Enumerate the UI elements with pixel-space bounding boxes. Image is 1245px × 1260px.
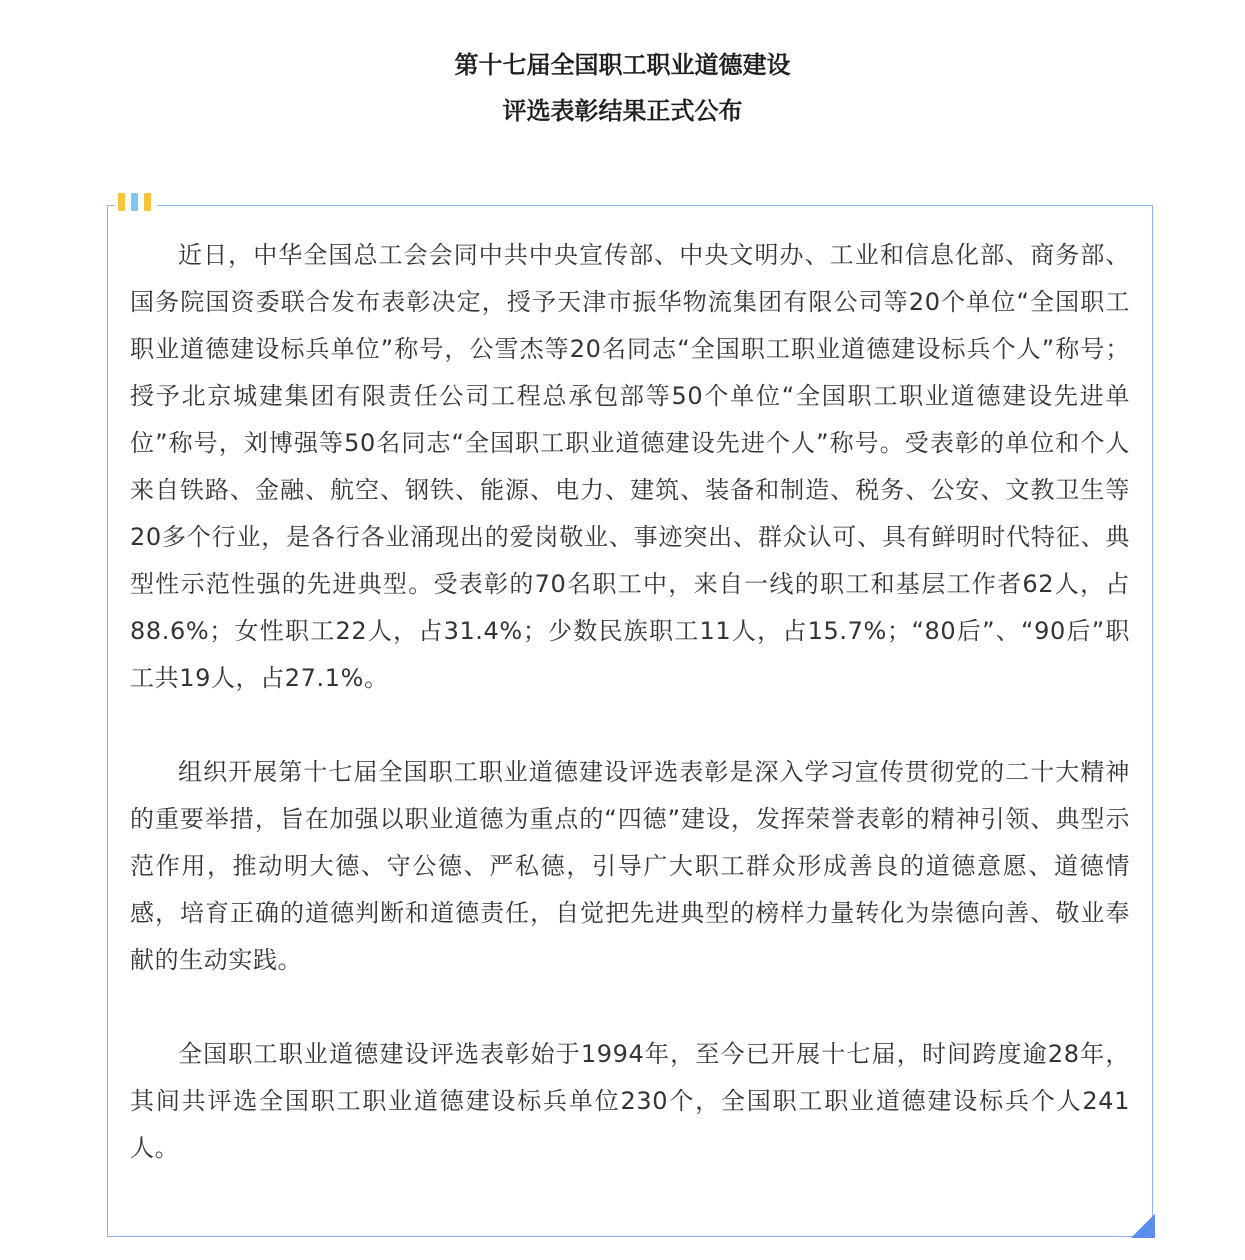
title-line-2: 评选表彰结果正式公布: [502, 97, 743, 125]
decor-bar-blue: [131, 193, 138, 211]
article-body: [130, 232, 1130, 1172]
title-line-1: 第十七届全国职工职业道德建设: [454, 51, 791, 79]
corner-fold-icon: [1131, 1214, 1155, 1238]
article-title: [0, 42, 1245, 134]
paragraph-3: 全国职工职业道德建设评选表彰始于1994年，至今已开展十七届，时间跨度逾28年，其间共评选全国职工职业道德建设标兵单位230个，全国职工职业道德建设标兵个人241人。: [130, 1040, 1130, 1162]
paragraph-2: 组织开展第十七届全国职工职业道德建设评选表彰是深入学习宣传贯彻党的二十大精神的重要举措，旨在加强以职业道德为重点的“四德”建设，发挥荣誉表彰的精神引领、典型示范作用，推动明大德、守公德、严私德，引导广大职工群众形成善良的道德意愿、道德情感，培育正确的道德判断和道德责任，自觉把先进典型的榜样力量转化为崇德向善、敬业奉献的生动实践。: [130, 758, 1130, 974]
paragraph-1: 近日，中华全国总工会会同中共中央宣传部、中央文明办、工业和信息化部、商务部、国务院国资委联合发布表彰决定，授予天津市振华物流集团有限公司等20个单位“全国职工职业道德建设标兵单位”称号，公雪杰等20名同志“全国职工职业道德建设标兵个人”称号；授予北京城建集团有限责任公司工程总承包部等50个单位“全国职工职业道德建设先进单位”称号，刘博强等50名同志“全国职工职业道德建设先进个人”称号。受表彰的单位和个人来自铁路、金融、航空、钢铁、能源、电力、建筑、装备和制造、税务、公安、文教卫生等20多个行业，是各行各业涌现出的爱岗敬业、事迹突出、群众认可、具有鲜明时代特征、典型性示范性强的先进典型。受表彰的70名职工中，来自一线的职工和基层工作者62人，占88.6%；女性职工22人，占31.4%；少数民族职工11人，占15.7%；“80后”、“90后”职工共19人，占27.1%。: [130, 241, 1130, 692]
decor-bar-yellow: [118, 193, 125, 211]
decor-bar-yellow-2: [144, 193, 151, 211]
